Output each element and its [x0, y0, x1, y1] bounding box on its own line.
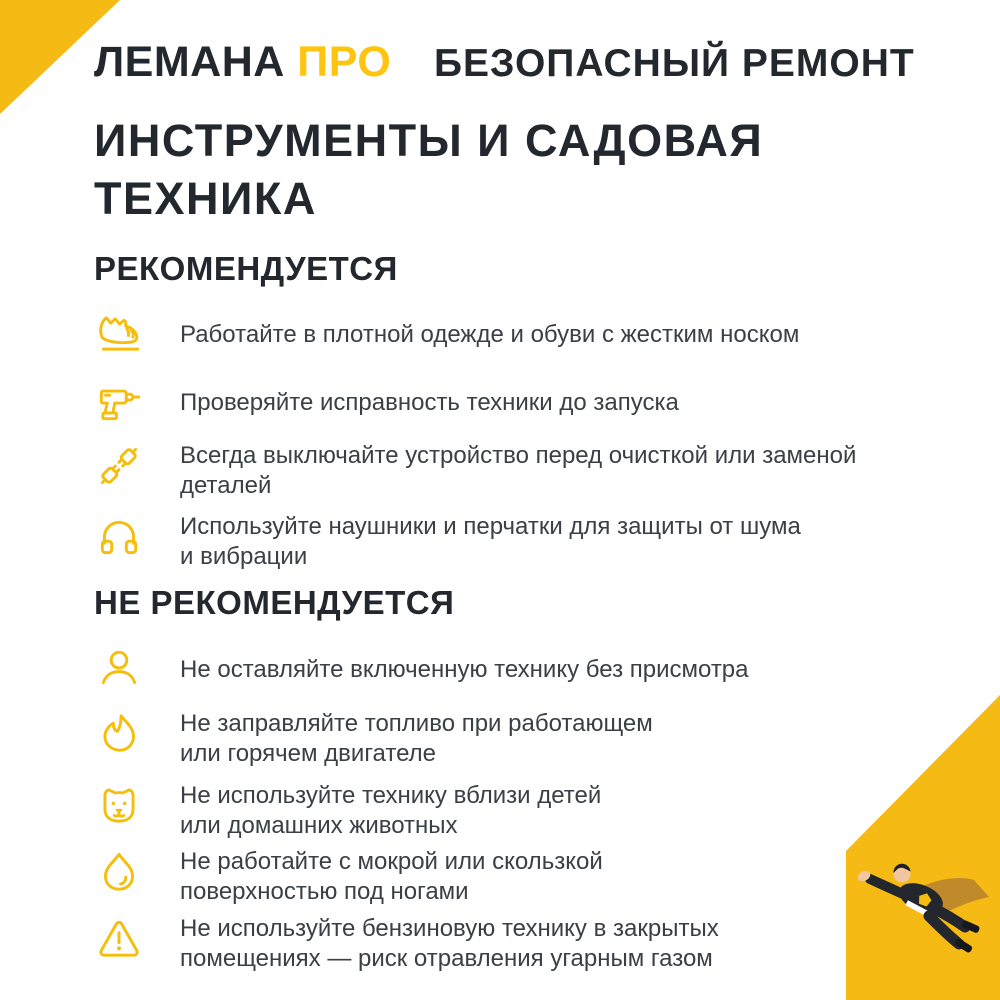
- guideline-text: [180, 388, 679, 418]
- dog-icon: [94, 781, 144, 831]
- guideline-text-line: Используйте наушники и перчатки для защиты от шума: [180, 513, 801, 540]
- brand-logo-primary: ЛЕМАНА: [94, 38, 285, 86]
- guideline-text-line: Проверяйте исправность техники до запуска: [180, 389, 679, 416]
- drill-icon: [94, 377, 144, 427]
- guideline-text: [180, 781, 601, 841]
- campaign-title: БЕЗОПАСНЫЙ РЕМОНТ: [434, 42, 915, 85]
- page-title-line1: ИНСТРУМЕНТЫ И САДОВАЯ: [94, 115, 764, 166]
- guideline-text-line: или горячем двигателе: [180, 740, 436, 767]
- warning-icon: [94, 914, 144, 964]
- section-heading-recommended: РЕКОМЕНДУЕТСЯ: [94, 250, 398, 287]
- guideline-text: [180, 655, 749, 685]
- guideline-text-line: Работайте в плотной одежде и обуви с жестким носком: [180, 321, 800, 348]
- brand-logo: [94, 38, 391, 87]
- mascot-shoe-lower: [954, 938, 973, 954]
- guideline-text: [180, 914, 719, 974]
- drop-icon: [94, 847, 144, 897]
- section-heading-not-recommended: НЕ РЕКОМЕНДУЕТСЯ: [94, 584, 455, 621]
- guideline-text-line: помещениях — риск отравления угарным газом: [180, 945, 713, 972]
- boot-icon: [94, 309, 144, 359]
- guideline-text-line: Всегда выключайте устройство перед очисткой или заменой: [180, 442, 857, 469]
- guideline-text: [180, 847, 603, 907]
- guideline-text-line: поверхностью под ногами: [180, 878, 469, 905]
- guideline-text-line: Не используйте технику вблизи детей: [180, 782, 602, 809]
- guideline-text-line: или домашних животных: [180, 812, 458, 839]
- guideline-text: [180, 709, 653, 769]
- page-title-line2: ТЕХНИКА: [94, 173, 317, 224]
- person-icon: [94, 644, 144, 694]
- guideline-text-line: Не оставляйте включенную технику без присмотра: [180, 656, 749, 683]
- guideline-text-line: Не заправляйте топливо при работающем: [180, 710, 653, 737]
- flame-icon: [94, 709, 144, 759]
- plug-icon: [94, 441, 144, 491]
- flying-superhero-mascot: [845, 856, 995, 996]
- guideline-text-line: Не используйте бензиновую технику в закрытых: [180, 915, 719, 942]
- page-title: [94, 112, 763, 228]
- guideline-text: [180, 512, 801, 572]
- guideline-text-line: Не работайте с мокрой или скользкой: [180, 848, 603, 875]
- guideline-text: [180, 441, 856, 501]
- brand-logo-accent: ПРО: [297, 38, 392, 86]
- headphones-icon: [94, 512, 144, 562]
- guideline-text: [180, 320, 799, 350]
- guideline-text-line: деталей: [180, 472, 272, 499]
- guideline-text-line: и вибрации: [180, 543, 308, 570]
